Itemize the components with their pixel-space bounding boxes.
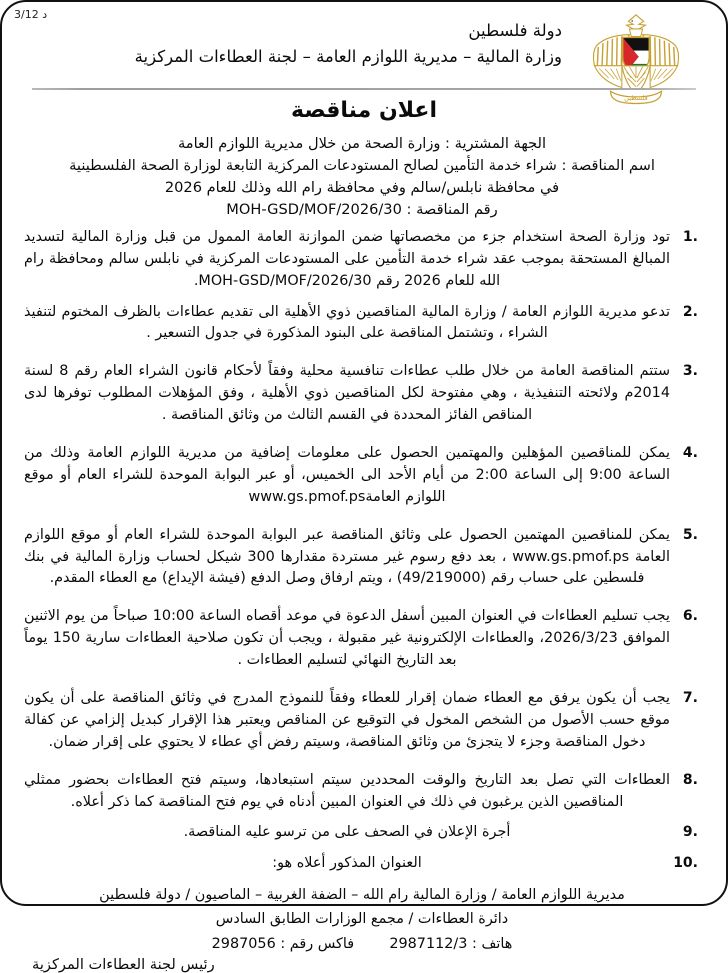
- intro-block: [24, 133, 700, 221]
- buyer-line: الجهة المشترية : وزارة الصحة من خلال مديرية اللوازم العامة: [24, 133, 700, 155]
- palestine-eagle-emblem-icon: [584, 12, 688, 112]
- document-body: [2, 133, 726, 973]
- clause-list: [24, 227, 700, 875]
- clause-item-1: تود وزارة الصحة استخدام جزء من مخصصاتها ضمن الموازنة العامة الممول من قبل وزارة المالية لتسديد المبالغ المستحقة بموجب عقد شراء خدمة التأمين على المستودعات المركزية في نابلس سالم ومحافظة رام الله للعام 2026 رقم MOH-GSD/MOF/2026/30.: [24, 227, 700, 293]
- tender-number-value: MOH-GSD/MOF/2026/30: [226, 199, 402, 221]
- document-header: [2, 2, 726, 82]
- page-title: اعلان مناقصة: [2, 98, 726, 123]
- tender-number-row: [24, 199, 700, 221]
- address-line-2: دائرة العطاءات / مجمع الوزارات الطابق السادس: [24, 908, 700, 932]
- header-divider: [32, 88, 696, 90]
- fax-number: 2987056: [212, 936, 276, 952]
- signature-line: رئيس لجنة العطاءات المركزية: [24, 956, 700, 973]
- clause-item-7: يجب أن يكون يرفق مع العطاء ضمان إقرار للعطاء وفقاً للنموذج المدرج في وثائق المناقصة على أن يكون موقع حسب الأصول من الشخص المخول في التوقيع عن المناقص ويعتبر هذا الإقرار كبديل إلزامي عن كفالة دخول المناقصة وجزء لا يتجزئ من وثائق المناقصة، وسيتم رفض أي عطاء لا يحتوي على إقرار ضمان.: [24, 688, 700, 754]
- fax-label: فاكس رقم :: [280, 936, 354, 952]
- svg-text:فلسطين: فلسطين: [624, 94, 648, 102]
- authority-name: وزارة المالية – مديرية اللوازم العامة – لجنة العطاءات المركزية: [20, 44, 562, 70]
- clause-item-8: العطاءات التي تصل بعد التاريخ والوقت المحددين سيتم استبعادها، وسيتم فتح العطاءات بحضور ممثلي المناقصين الذين يرغبون في ذلك في العنوان المبين أدناه في يوم فتح المناقصة كما ذكر أعلاه.: [24, 770, 700, 814]
- clause-item-10: العنوان المذكور أعلاه هو:: [24, 853, 700, 875]
- clause-item-5: يمكن للمناقصين المهتمين الحصول على وثائق المناقصة عبر البوابة الموحدة للشراء العام أو موقع اللوازم العامة www.gs.pmof.ps ، بعد دفع رسوم غير مستردة مقدارها 300 شيكل لحساب وزارة المالية في بنك فلسطين على حساب رقم (49/219000) ، ويتم ارفاق وصل الدفع (فيشة الإيداع) مع العطاء المقدم.: [24, 525, 700, 591]
- phone-number: 2987112/3: [389, 936, 467, 952]
- page-marker: 3/12 د: [14, 8, 726, 21]
- phone-label: هاتف :: [472, 936, 512, 952]
- contact-row: [24, 936, 700, 952]
- emblem-container: [572, 12, 700, 112]
- address-block: [24, 884, 700, 932]
- clause-item-3: ستتم المناقصة العامة من خلال طلب عطاءات تنافسية محلية وفقاً لأحكام قانون الشراء العام رقم 8 لسنة 2014م ولائحته التنفيذية ، وهي مفتوحة لكل المناقصين ذوي الأهلية ، وفق المؤهلات المطلوب توفرها لدى المناقص الفائز المحددة في القسم الثالث من وثائق المناقصة .: [24, 361, 700, 427]
- clause-item-9: أجرة الإعلان في الصحف على من ترسو عليه المناقصة.: [24, 822, 700, 844]
- tender-number-label: رقم المناقصة :: [407, 201, 498, 218]
- clause-item-4: يمكن للمناقصين المؤهلين والمهتمين الحصول على معلومات إضافية من مديرية اللوازم العامة وذلك من الساعة 9:00 إلى الساعة 2:00 من أيام الأحد الى الخميس، أو عبر البوابة الموحدة للشراء العام أو موقع اللوازم العامةwww.gs.pmof.ps: [24, 443, 700, 509]
- clause-item-2: تدعو مديرية اللوازم العامة / وزارة المالية المناقصين ذوي الأهلية الى تقديم عطاءات بالظرف المختوم لتنفيذ الشراء ، وتشتمل المناقصة على البنود المذكورة في جدول التسعير .: [24, 302, 700, 346]
- header-text-block: [20, 10, 562, 70]
- clause-item-6: يجب تسليم العطاءات في العنوان المبين أسفل الدعوة في موعد أقصاه الساعة 10:00 صباحاً من يوم الاثنين الموافق 2026/3/23، والعطاءات الإلكترونية غير مقبولة ، ويجب أن تكون صلاحية العطاءات سارية 150 يوماً بعد التاريخ النهائي لتسليم العطاءات .: [24, 606, 700, 672]
- country-name: دولة فلسطين: [20, 18, 562, 44]
- address-line-1: مديرية اللوازم العامة / وزارة المالية رام الله – الضفة الغربية – الماصيون / دولة فلسطين: [24, 884, 700, 908]
- tender-name-line-1: اسم المناقصة : شراء خدمة التأمين لصالح المستودعات المركزية التابعة لوزارة الصحة الفلسطينية: [24, 155, 700, 177]
- tender-name-line-2: في محافظة نابلس/سالم وفي محافظة رام الله وذلك للعام 2026: [24, 177, 700, 199]
